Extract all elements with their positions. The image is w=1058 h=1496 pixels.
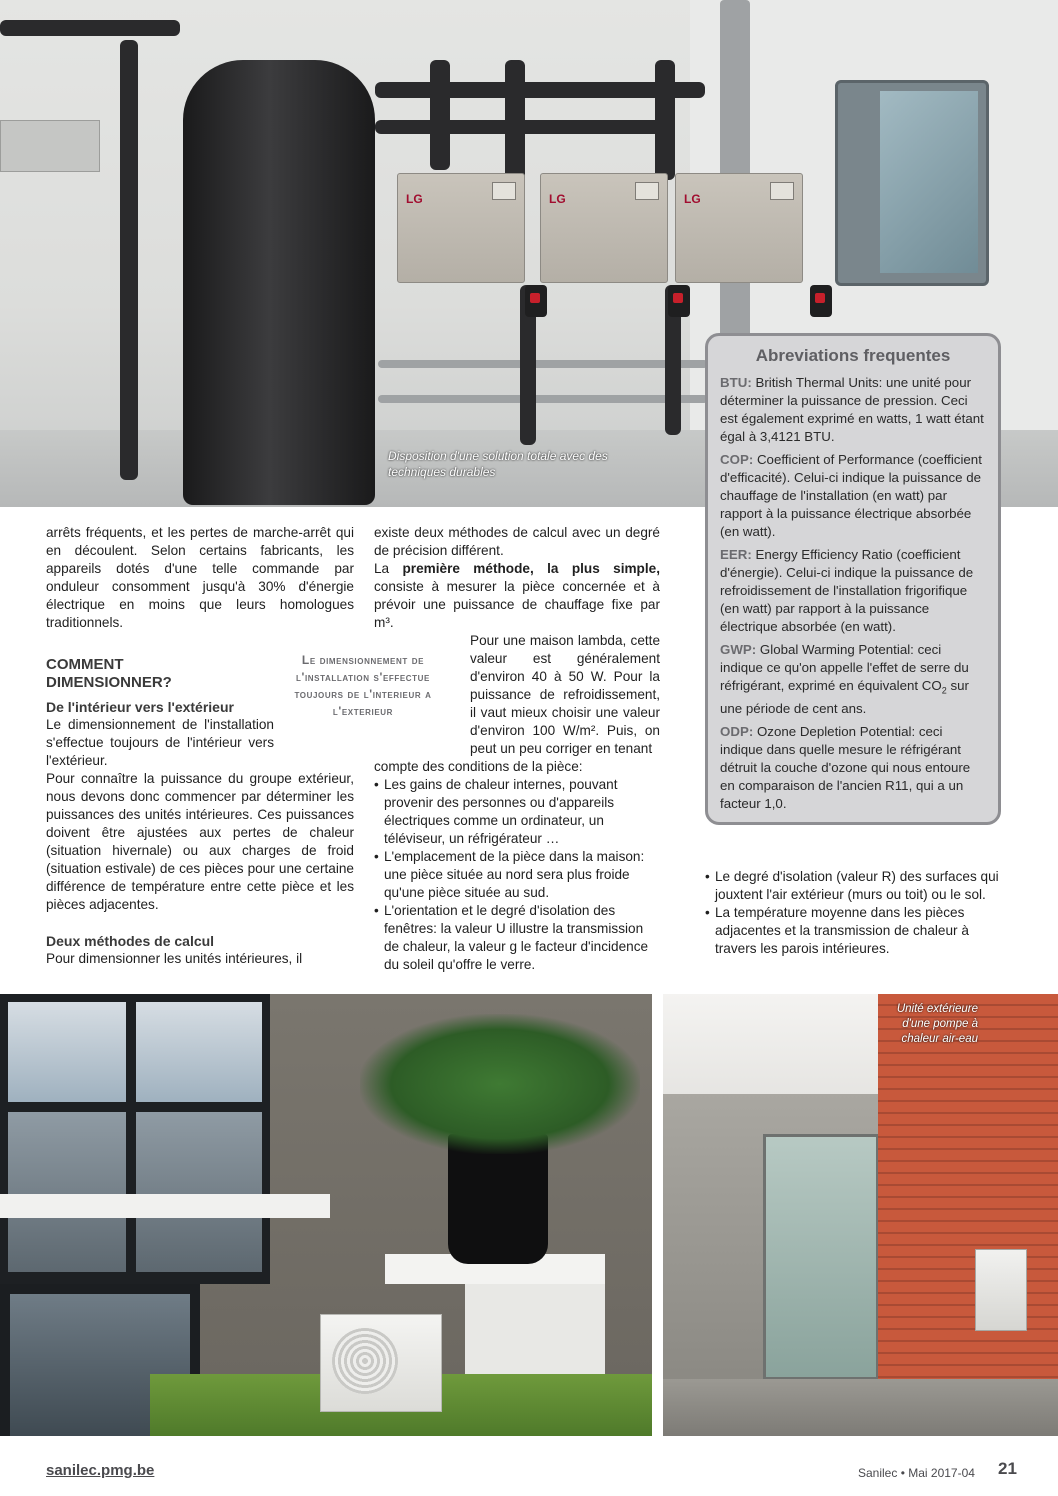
photo-pipe [378, 360, 708, 368]
abbreviation-text: Global Warming Potential: ceci indique ce qu'on appelle l'effet de serre du réfrigérant, exprimé en équivalent CO [720, 642, 969, 693]
col1-paragraph: Pour connaître la puissance du groupe extérieur, nous devons donc commencer par déterminer les puissances des unités intérieures. Ces puissances doivent être ajustées aux pertes de chaleur (situation hivernale) ou aux charges de froid (situation estivale) de ces pièces pour une certaine différence de température entre cette pièce et les pièces adjacentes. [46, 771, 354, 912]
list-item: • Les gains de chaleur internes, pouvant provenir des personnes ou d'appareils électriques comme un ordinateur, un téléviseur, un réfrigérateur … [374, 776, 660, 848]
subheading: De l'intérieur vers l'extérieur [46, 699, 234, 715]
col1-intro: arrêts fréquents, et les pertes de marche-arrêt qui en découlent. Selon certains fabricants, les appareils dotés d'une telle commande par onduleur consomment jusqu'à 30% d'énergie électrique en moins que leurs homologues traditionnels. [46, 525, 354, 630]
section-heading: DIMENSIONNER? [46, 674, 172, 691]
abbreviation-code: BTU: [720, 375, 752, 390]
abbreviation-code: EER: [720, 547, 752, 562]
abbreviation-code: GWP: [720, 642, 757, 657]
list-item: • Le degré d'isolation (valeur R) des surfaces qui jouxtent l'air extérieur (murs ou toit) ou le sol. [705, 868, 1005, 904]
footer-url-link[interactable]: sanilec.pmg.be [46, 1462, 155, 1479]
abbreviation-text: sur une période de cent ans. [720, 678, 969, 716]
abbreviation-text: British Thermal Units: une unité pour déterminer la puissance de pression. Ceci est également exprimé en watts, 1 watt étant égal à 3,4121 BTU. [720, 375, 984, 444]
abbreviation-code: COP: [720, 452, 754, 467]
pull-quote: Le dimensionnement de l'installation s'effectue toujours de l'interieur a l'exterieur [294, 653, 432, 718]
abbreviations-box [705, 333, 1001, 825]
photo-pipe [375, 120, 675, 134]
col2-paragraph: Pour une maison lambda, cette valeur est généralement d'environ 40 à 50 W. Pour la puissance de refroidissement, il vaut mieux choisir une valeur d'environ 100 W/m². Puis, on peut un peu corriger en tenant [470, 633, 660, 756]
abbreviation-item [720, 723, 986, 813]
photo-pump [525, 285, 547, 317]
abbreviation-text: Ozone Depletion Potential: ceci indique dans quelle mesure le réfrigérant détruit la couche d'ozone qui nous entoure en comparaison de l'ancien R11, qui a un facteur 1,0. [720, 723, 971, 811]
photo-pump [668, 285, 690, 317]
col2-paragraph: compte des conditions de la pièce: [374, 759, 583, 774]
lg-hydro-kit [540, 173, 668, 283]
photo-controller [0, 120, 100, 172]
lg-hydro-kit [675, 173, 803, 283]
top-photo-caption: Disposition d'une solution totale avec des techniques durables [388, 449, 608, 479]
abbreviation-text: Energy Efficiency Ratio (coefficient d'énergie). Celui-ci indique la puissance de refroidissement de l'installation frigorifique (en watt) par rapport à la puissance électrique absorbée (en watt). [720, 547, 974, 634]
column-1 [46, 524, 354, 968]
subheading: Deux méthodes de calcul [46, 933, 215, 949]
photo-electrical-panel [835, 80, 989, 286]
photo-pipe [120, 40, 138, 480]
list-item: • La température moyenne dans les pièces adjacentes et la transmission de chaleur à travers les parois intérieures. [705, 904, 1005, 958]
bottom-right-photo-caption: Unité extérieure d'une pompe à chaleur air-eau [896, 1003, 978, 1045]
section-heading: COMMENT [46, 656, 124, 673]
photo-pipe [430, 60, 450, 170]
photo-pipe [378, 395, 708, 403]
abbreviations-title: Abreviations frequentes [755, 346, 951, 365]
footer-magazine-info: Sanilec • Mai 2017-04 [858, 1466, 975, 1480]
abbreviation-item [720, 546, 986, 636]
list-item: • L'emplacement de la pièce dans la maison: une pièce située au nord sera plus froide qu'une pièce située au sud. [374, 848, 660, 902]
col2-bullet-list [374, 776, 660, 974]
abbreviation-code: ODP: [720, 723, 754, 739]
photo-pipe [0, 20, 180, 36]
lg-logo: LG [406, 192, 423, 206]
bottom-left-photo [0, 994, 652, 1436]
col1-paragraph: Pour dimensionner les unités intérieures, il [46, 951, 303, 966]
col2-paragraph: existe deux méthodes de calcul avec un degré de précision différent. [374, 525, 660, 558]
abbreviation-item [720, 374, 986, 446]
photo-pump [810, 285, 832, 317]
col3-bullet-list [705, 868, 1005, 958]
column-2 [374, 524, 660, 974]
abbreviation-item [720, 451, 986, 541]
col2-text: La [374, 561, 403, 576]
column-3 [705, 868, 1005, 958]
abbreviation-text: Coefficient of Performance (coefficient d'efficacité). Celui-ci indique la puissance de chauffage de l'installation (en watt) par rapport à la puissance électrique absorbée (en watt). [720, 452, 982, 539]
abbreviation-subscript: 2 [941, 685, 947, 696]
lg-logo: LG [549, 192, 566, 206]
page-number: 21 [998, 1459, 1017, 1478]
col2-text: consiste à mesurer la pièce concernée et à prévoir une puissance de chauffage fixe par m³. [374, 579, 660, 630]
bottom-right-photo [663, 994, 1058, 1436]
col2-emphasis: première méthode, la plus simple, [402, 561, 660, 576]
photo-tank [183, 60, 375, 505]
col1-paragraph: Le dimensionnement de l'installation s'effectue toujours de l'intérieur vers l'extérieur. [46, 717, 274, 768]
lg-logo: LG [684, 192, 701, 206]
lg-hydro-kit [397, 173, 525, 283]
col2-paragraph [374, 560, 660, 632]
list-item: • L'orientation et le degré d'isolation des fenêtres: la valeur U illustre la transmission de chaleur, la valeur g le facteur d'incidence du soleil qu'offre le verre. [374, 902, 660, 974]
abbreviation-item [720, 641, 986, 718]
